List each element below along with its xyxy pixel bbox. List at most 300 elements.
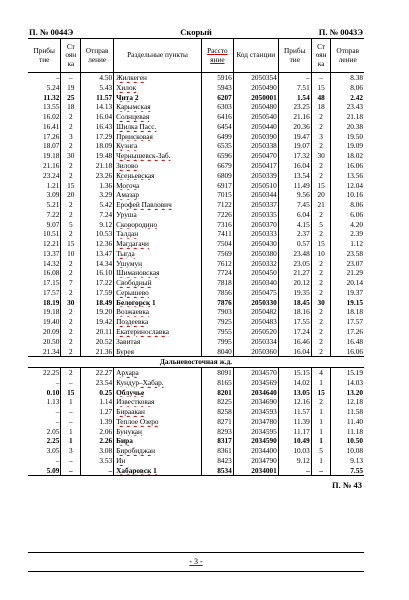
cell-arr2: 14.02 (278, 378, 311, 388)
cell-stop: 7 (61, 278, 81, 288)
cell-name: Ксеньевская (114, 171, 202, 181)
col-departure-2: Отправ ление (331, 39, 364, 73)
train-right-number: П. № 0043Э (318, 27, 363, 37)
cell-dep: 3.08 (81, 446, 114, 456)
cell-stop2: 48 (311, 93, 331, 103)
table-row (28, 229, 364, 239)
tail-train-number: П. № 43 (331, 480, 362, 491)
cell-arr: 19.40 (43, 317, 60, 327)
cell-arr: 16.41 (43, 121, 60, 131)
cell-dep: 21.36 (81, 346, 114, 356)
table-row (28, 161, 364, 171)
cell-arr2: 7.45 (278, 200, 311, 210)
cell-arr2: 21.27 (278, 268, 311, 278)
cell-arr2: 16.04 (278, 346, 311, 356)
cell-dep: 3.29 (81, 190, 114, 200)
cell-name: Хабаровск 1 (114, 466, 202, 476)
cell-dep2: 8.06 (331, 200, 364, 210)
cell-name: Завитая (114, 337, 202, 347)
cell-dep: 9.12 (81, 219, 114, 229)
cell-arr: 17.57 (43, 287, 60, 297)
cell-km: 6416 (201, 112, 233, 122)
cell-dep: 17.22 (81, 278, 114, 288)
cell-arr: 18.07 (43, 141, 60, 151)
cell-dep: 0.25 (81, 388, 114, 398)
cell-dep2: 13.56 (331, 171, 364, 181)
cell-code: 2034570 (233, 367, 278, 377)
cell-stop: 20 (61, 190, 81, 200)
cell-dep2: 2.42 (331, 93, 364, 103)
cell-name: Могоча (114, 180, 202, 190)
cell-stop: – (61, 73, 81, 83)
cell-km: 6499 (201, 132, 233, 142)
cell-code: 2050440 (233, 122, 278, 132)
cell-code: 2034400 (233, 446, 278, 456)
cell-stop: 2 (61, 210, 81, 220)
cell-stop2: 20 (311, 190, 331, 200)
cell-arr: 20.50 (43, 336, 60, 346)
cell-arr: 13.37 (43, 248, 60, 258)
cell-dep: – (81, 466, 114, 476)
cell-stop2: – (311, 73, 331, 83)
cell-code: 2050540 (233, 112, 278, 122)
section-row (28, 357, 364, 368)
cell-stop2: 15 (311, 388, 331, 398)
cell-code: 2050370 (233, 219, 278, 229)
table-row (28, 407, 364, 417)
cell-arr2: 13.05 (278, 388, 311, 398)
table-row (28, 200, 364, 210)
cell-code: 2050360 (233, 346, 278, 356)
cell-arr2: 11.39 (278, 417, 311, 427)
cell-stop: 2 (61, 317, 81, 327)
cell-km: 7818 (201, 278, 233, 288)
table-row (28, 288, 364, 298)
table-row (28, 278, 364, 288)
cell-arr2: 23.48 (278, 249, 311, 259)
cell-arr: 20.09 (43, 326, 60, 336)
cell-arr2: 0.57 (278, 239, 311, 249)
cell-arr: 17.15 (43, 278, 60, 288)
cell-stop2: 30 (311, 298, 331, 308)
cell-dep: 5.42 (81, 200, 114, 210)
cell-dep2: 16.48 (331, 337, 364, 347)
cell-arr2: 12.16 (278, 397, 311, 407)
cell-name: Бунукан (114, 427, 202, 437)
cell-dep2: 23.43 (331, 102, 364, 112)
cell-arr: 19.18 (43, 307, 60, 317)
cell-stop: 2 (61, 327, 81, 337)
cell-dep: 1.39 (81, 417, 114, 427)
cell-km: 8040 (201, 346, 233, 356)
cell-name: Серышево (114, 288, 202, 298)
cell-arr2: 18.16 (278, 307, 311, 317)
cell-code: 2034590 (233, 436, 278, 446)
cell-km: 8165 (201, 378, 233, 388)
cell-stop2: 2 (311, 210, 331, 220)
cell-km: 7724 (201, 268, 233, 278)
cell-name: Ушумун (114, 259, 202, 269)
page-number: - 3 - (189, 557, 203, 566)
cell-dep: 7.24 (81, 210, 114, 220)
cell-arr: 12.21 (43, 239, 60, 249)
cell-code: 2034569 (233, 378, 278, 388)
cell-km: 6917 (201, 180, 233, 190)
cell-arr: – (55, 407, 60, 417)
cell-km: 7612 (201, 259, 233, 269)
cell-code: 2050483 (233, 317, 278, 327)
table-row (28, 93, 364, 103)
cell-arr2: 1.54 (278, 93, 311, 103)
cell-km: 6809 (201, 171, 233, 181)
cell-stop: – (61, 466, 81, 476)
cell-name: Чита 2 (114, 93, 202, 103)
cell-stop: 2 (61, 367, 81, 377)
cell-dep2: 23.07 (331, 259, 364, 269)
cell-stop: 2 (61, 122, 81, 132)
cell-arr2: 4.15 (278, 219, 311, 229)
cell-dep: 20.52 (81, 337, 114, 347)
table-row (28, 378, 364, 388)
cell-km: 7015 (201, 190, 233, 200)
cell-dep: 5.43 (81, 83, 114, 93)
cell-stop: 1 (61, 427, 81, 437)
cell-stop2: 2 (311, 171, 331, 181)
cell-stop2: 3 (311, 132, 331, 142)
cell-arr2: 7.51 (278, 83, 311, 93)
cell-dep2: 10.08 (331, 446, 364, 456)
table-row (28, 446, 364, 456)
cell-dep: 21.18 (81, 161, 114, 171)
cell-arr: 7.22 (46, 209, 60, 219)
cell-stop: 19 (61, 83, 81, 93)
train-type: Скорый (180, 27, 212, 37)
cell-stop2: 2 (311, 112, 331, 122)
cell-name: Возжаевка (114, 307, 202, 317)
cell-name: Бурея (114, 346, 202, 356)
cell-name: Екатеринославка (114, 327, 202, 337)
cell-code: 2034001 (233, 466, 278, 476)
cell-arr: 19.18 (43, 151, 60, 161)
cell-arr2: 10.49 (278, 436, 311, 446)
cell-dep2: 10.50 (331, 436, 364, 446)
cell-name: Бира (114, 436, 202, 446)
table-row (28, 259, 364, 269)
cell-km: 6596 (201, 151, 233, 161)
cell-stop2: 15 (311, 239, 331, 249)
cell-dep2: 9.13 (331, 456, 364, 466)
cell-arr2: 16.04 (278, 161, 311, 171)
cell-dep: 1.14 (81, 397, 114, 407)
table-row (28, 102, 364, 112)
cell-arr: 23.24 (43, 170, 60, 180)
cell-arr2: 19.35 (278, 288, 311, 298)
table-row (28, 307, 364, 317)
cell-stop2: 1 (311, 436, 331, 446)
cell-dep2: 18.02 (331, 151, 364, 161)
table-row (28, 219, 364, 229)
cell-dep: 23.26 (81, 171, 114, 181)
cell-stop2: 1 (311, 407, 331, 417)
table-row (28, 298, 364, 308)
cell-stop: 30 (61, 151, 81, 161)
cell-dep: 17.29 (81, 132, 114, 142)
cell-stop: 10 (61, 249, 81, 259)
cell-stop2: 15 (311, 180, 331, 190)
cell-dep2: 17.26 (331, 327, 364, 337)
cell-dep: 22.27 (81, 367, 114, 377)
cell-arr2: 20.12 (278, 278, 311, 288)
cell-arr2: 20.36 (278, 122, 311, 132)
table-row (28, 249, 364, 259)
cell-stop2: 4 (311, 367, 331, 377)
cell-stop: 5 (61, 219, 81, 229)
section-title: Дальневосточная ж.д. (28, 357, 364, 368)
cell-arr: 21.34 (43, 346, 60, 356)
cell-stop2: 2 (311, 346, 331, 356)
cell-code: 2050390 (233, 132, 278, 142)
cell-arr2: 23.25 (278, 102, 311, 112)
train-left-number: П. № 0044Э (29, 27, 74, 37)
cell-dep2: 21.18 (331, 112, 364, 122)
cell-dep: 4.50 (81, 73, 114, 83)
cell-km: 7856 (201, 288, 233, 298)
cell-name: Архара (114, 367, 202, 377)
cell-arr2: 19.07 (278, 141, 311, 151)
cell-km: 8534 (201, 466, 233, 476)
cell-name: Свободный (114, 278, 202, 288)
cell-km: 7504 (201, 239, 233, 249)
cell-name: Жилкеген (114, 73, 202, 83)
cell-dep: 10.53 (81, 229, 114, 239)
table-row (28, 141, 364, 151)
col-departure: Отправ ление (81, 39, 114, 73)
cell-arr: 17.26 (43, 131, 60, 141)
cell-arr: – (55, 73, 60, 83)
cell-arr2: 9.12 (278, 456, 311, 466)
cell-dep2: 20.38 (331, 122, 364, 132)
cell-name: Приисковая (114, 132, 202, 142)
cell-arr: – (55, 377, 60, 387)
cell-stop: 2 (61, 288, 81, 298)
cell-code: 2050344 (233, 190, 278, 200)
cell-stop: 2 (61, 200, 81, 210)
cell-stop: 2 (61, 171, 81, 181)
cell-km: 8293 (201, 427, 233, 437)
cell-dep2: 17.57 (331, 317, 364, 327)
table-row (28, 367, 364, 377)
col-distance: Рассто яние (201, 39, 233, 73)
cell-dep2: 16.06 (331, 161, 364, 171)
cell-dep2: 8.06 (331, 83, 364, 93)
cell-stop: 2 (61, 141, 81, 151)
cell-stop2: 2 (311, 337, 331, 347)
cell-code: 2050417 (233, 161, 278, 171)
cell-km: 7569 (201, 249, 233, 259)
cell-code: 2050430 (233, 239, 278, 249)
table-row (28, 466, 364, 476)
cell-arr2: 17.55 (278, 317, 311, 327)
table-row (28, 327, 364, 337)
cell-dep: 20.11 (81, 327, 114, 337)
cell-stop2: 18 (311, 102, 331, 112)
cell-dep: 17.59 (81, 288, 114, 298)
col-stop: Ст оян ка (61, 39, 81, 73)
cell-name: Поздеевка (114, 317, 202, 327)
col-arrival: Прибы тие (28, 39, 61, 73)
cell-dep2: 11.58 (331, 407, 364, 417)
cell-arr: 0.10 (46, 387, 60, 397)
cell-name: Ин (114, 456, 202, 466)
cell-name: Амазар (114, 190, 202, 200)
cell-dep: 18.09 (81, 141, 114, 151)
cell-name: Зилово (114, 161, 202, 171)
cell-code: 2050339 (233, 171, 278, 181)
cell-arr2: 17.32 (278, 151, 311, 161)
cell-km: 8225 (201, 397, 233, 407)
cell-stop: 3 (61, 446, 81, 456)
table-row (28, 122, 364, 132)
cell-code: 2050482 (233, 307, 278, 317)
col-arrival-2: Прибы тие (278, 39, 311, 73)
cell-arr: 10.51 (43, 229, 60, 239)
cell-stop: 18 (61, 102, 81, 112)
cell-arr2: 15.15 (278, 367, 311, 377)
cell-stop: 1 (61, 397, 81, 407)
table-row (28, 427, 364, 437)
cell-name: Талдан (114, 229, 202, 239)
cell-km: 7876 (201, 298, 233, 308)
cell-arr: 22.25 (43, 368, 60, 378)
cell-dep: 1.27 (81, 407, 114, 417)
cell-code: 2050338 (233, 141, 278, 151)
cell-stop: 2 (61, 112, 81, 122)
cell-code: 2050520 (233, 327, 278, 337)
cell-dep: 19.20 (81, 307, 114, 317)
cell-arr: 11.32 (43, 92, 60, 102)
cell-name: Шилка Пасс. (114, 122, 202, 132)
cell-code: 2050332 (233, 259, 278, 269)
cell-dep2: 7.55 (331, 466, 364, 476)
cell-code: 2050333 (233, 229, 278, 239)
cell-stop2: 2 (311, 141, 331, 151)
table-row (28, 417, 364, 427)
cell-dep2: 11.40 (331, 417, 364, 427)
cell-code: 2034593 (233, 407, 278, 417)
cell-name: Солнцевая (114, 112, 202, 122)
cell-code: 2050450 (233, 268, 278, 278)
cell-arr2: 13.54 (278, 171, 311, 181)
cell-code: 2034790 (233, 456, 278, 466)
cell-stop2: 2 (311, 122, 331, 132)
cell-arr: 2.05 (46, 426, 60, 436)
cell-dep2: 1.12 (331, 239, 364, 249)
timetable-page (28, 26, 364, 490)
cell-stop: 2 (61, 229, 81, 239)
cell-stop2: 2 (311, 397, 331, 407)
cell-stop2: 5 (311, 219, 331, 229)
cell-dep: 11.57 (81, 93, 114, 103)
cell-name: Чернышевск-Заб. (114, 151, 202, 161)
cell-name: Бираакан (114, 407, 202, 417)
cell-dep2: 6.06 (331, 210, 364, 220)
table-row (28, 268, 364, 278)
table-row (28, 388, 364, 398)
cell-code: 2034595 (233, 427, 278, 437)
cell-km: 7411 (201, 229, 233, 239)
cell-dep: 16.04 (81, 112, 114, 122)
cell-stop2: 15 (311, 83, 331, 93)
cell-stop: 2 (61, 259, 81, 269)
cell-arr: 16.08 (43, 268, 60, 278)
cell-km: 7226 (201, 210, 233, 220)
cell-km: 7903 (201, 307, 233, 317)
cell-arr2: 16.46 (278, 337, 311, 347)
cell-name: Куэнга (114, 141, 202, 151)
cell-arr2: 2.37 (278, 229, 311, 239)
cell-arr: – (55, 416, 60, 426)
cell-km: 8271 (201, 417, 233, 427)
cell-dep: 3.53 (81, 456, 114, 466)
cell-arr: 3.09 (46, 190, 60, 200)
cell-km: 7122 (201, 200, 233, 210)
table-row (28, 337, 364, 347)
cell-km: 8201 (201, 388, 233, 398)
cell-km: 7995 (201, 337, 233, 347)
cell-dep2: 4.20 (331, 219, 364, 229)
cell-stop: 2 (61, 346, 81, 356)
cell-dep: 1.36 (81, 180, 114, 190)
page-footer (28, 552, 364, 572)
column-headers (28, 39, 364, 73)
cell-km: 6679 (201, 161, 233, 171)
cell-stop2: 2 (311, 268, 331, 278)
table-row (28, 171, 364, 181)
cell-code: 2050335 (233, 210, 278, 220)
cell-stop: 2 (61, 337, 81, 347)
cell-name: Ерофей Павлович (114, 200, 202, 210)
table-row (28, 239, 364, 249)
cell-dep2: 21.29 (331, 268, 364, 278)
cell-name: Карымская (114, 102, 202, 112)
cell-arr: 13.55 (43, 102, 60, 112)
cell-name: Тыгда (114, 249, 202, 259)
cell-dep: 23.54 (81, 378, 114, 388)
col-station-code: Код станции (233, 39, 278, 73)
cell-dep2: 19.09 (331, 141, 364, 151)
cell-dep2: 18.18 (331, 307, 364, 317)
table-row (28, 436, 364, 446)
cell-code: 2050490 (233, 83, 278, 93)
cell-arr2: 21.16 (278, 112, 311, 122)
cell-km: 6303 (201, 102, 233, 112)
cell-name: Уруша (114, 210, 202, 220)
cell-arr2: 18.45 (278, 298, 311, 308)
cell-km: 5943 (201, 83, 233, 93)
cell-arr: 1.13 (46, 397, 60, 407)
cell-stop: – (61, 407, 81, 417)
table-row (28, 210, 364, 220)
cell-arr2: 23.05 (278, 259, 311, 269)
cell-arr2: 11.17 (278, 427, 311, 437)
cell-arr: 3.05 (46, 446, 60, 456)
cell-code: 2034640 (233, 388, 278, 398)
cell-dep2: 16.06 (331, 346, 364, 356)
cell-code: 2050337 (233, 200, 278, 210)
cell-stop: – (61, 378, 81, 388)
cell-dep2: 10.16 (331, 190, 364, 200)
cell-km: 8091 (201, 367, 233, 377)
